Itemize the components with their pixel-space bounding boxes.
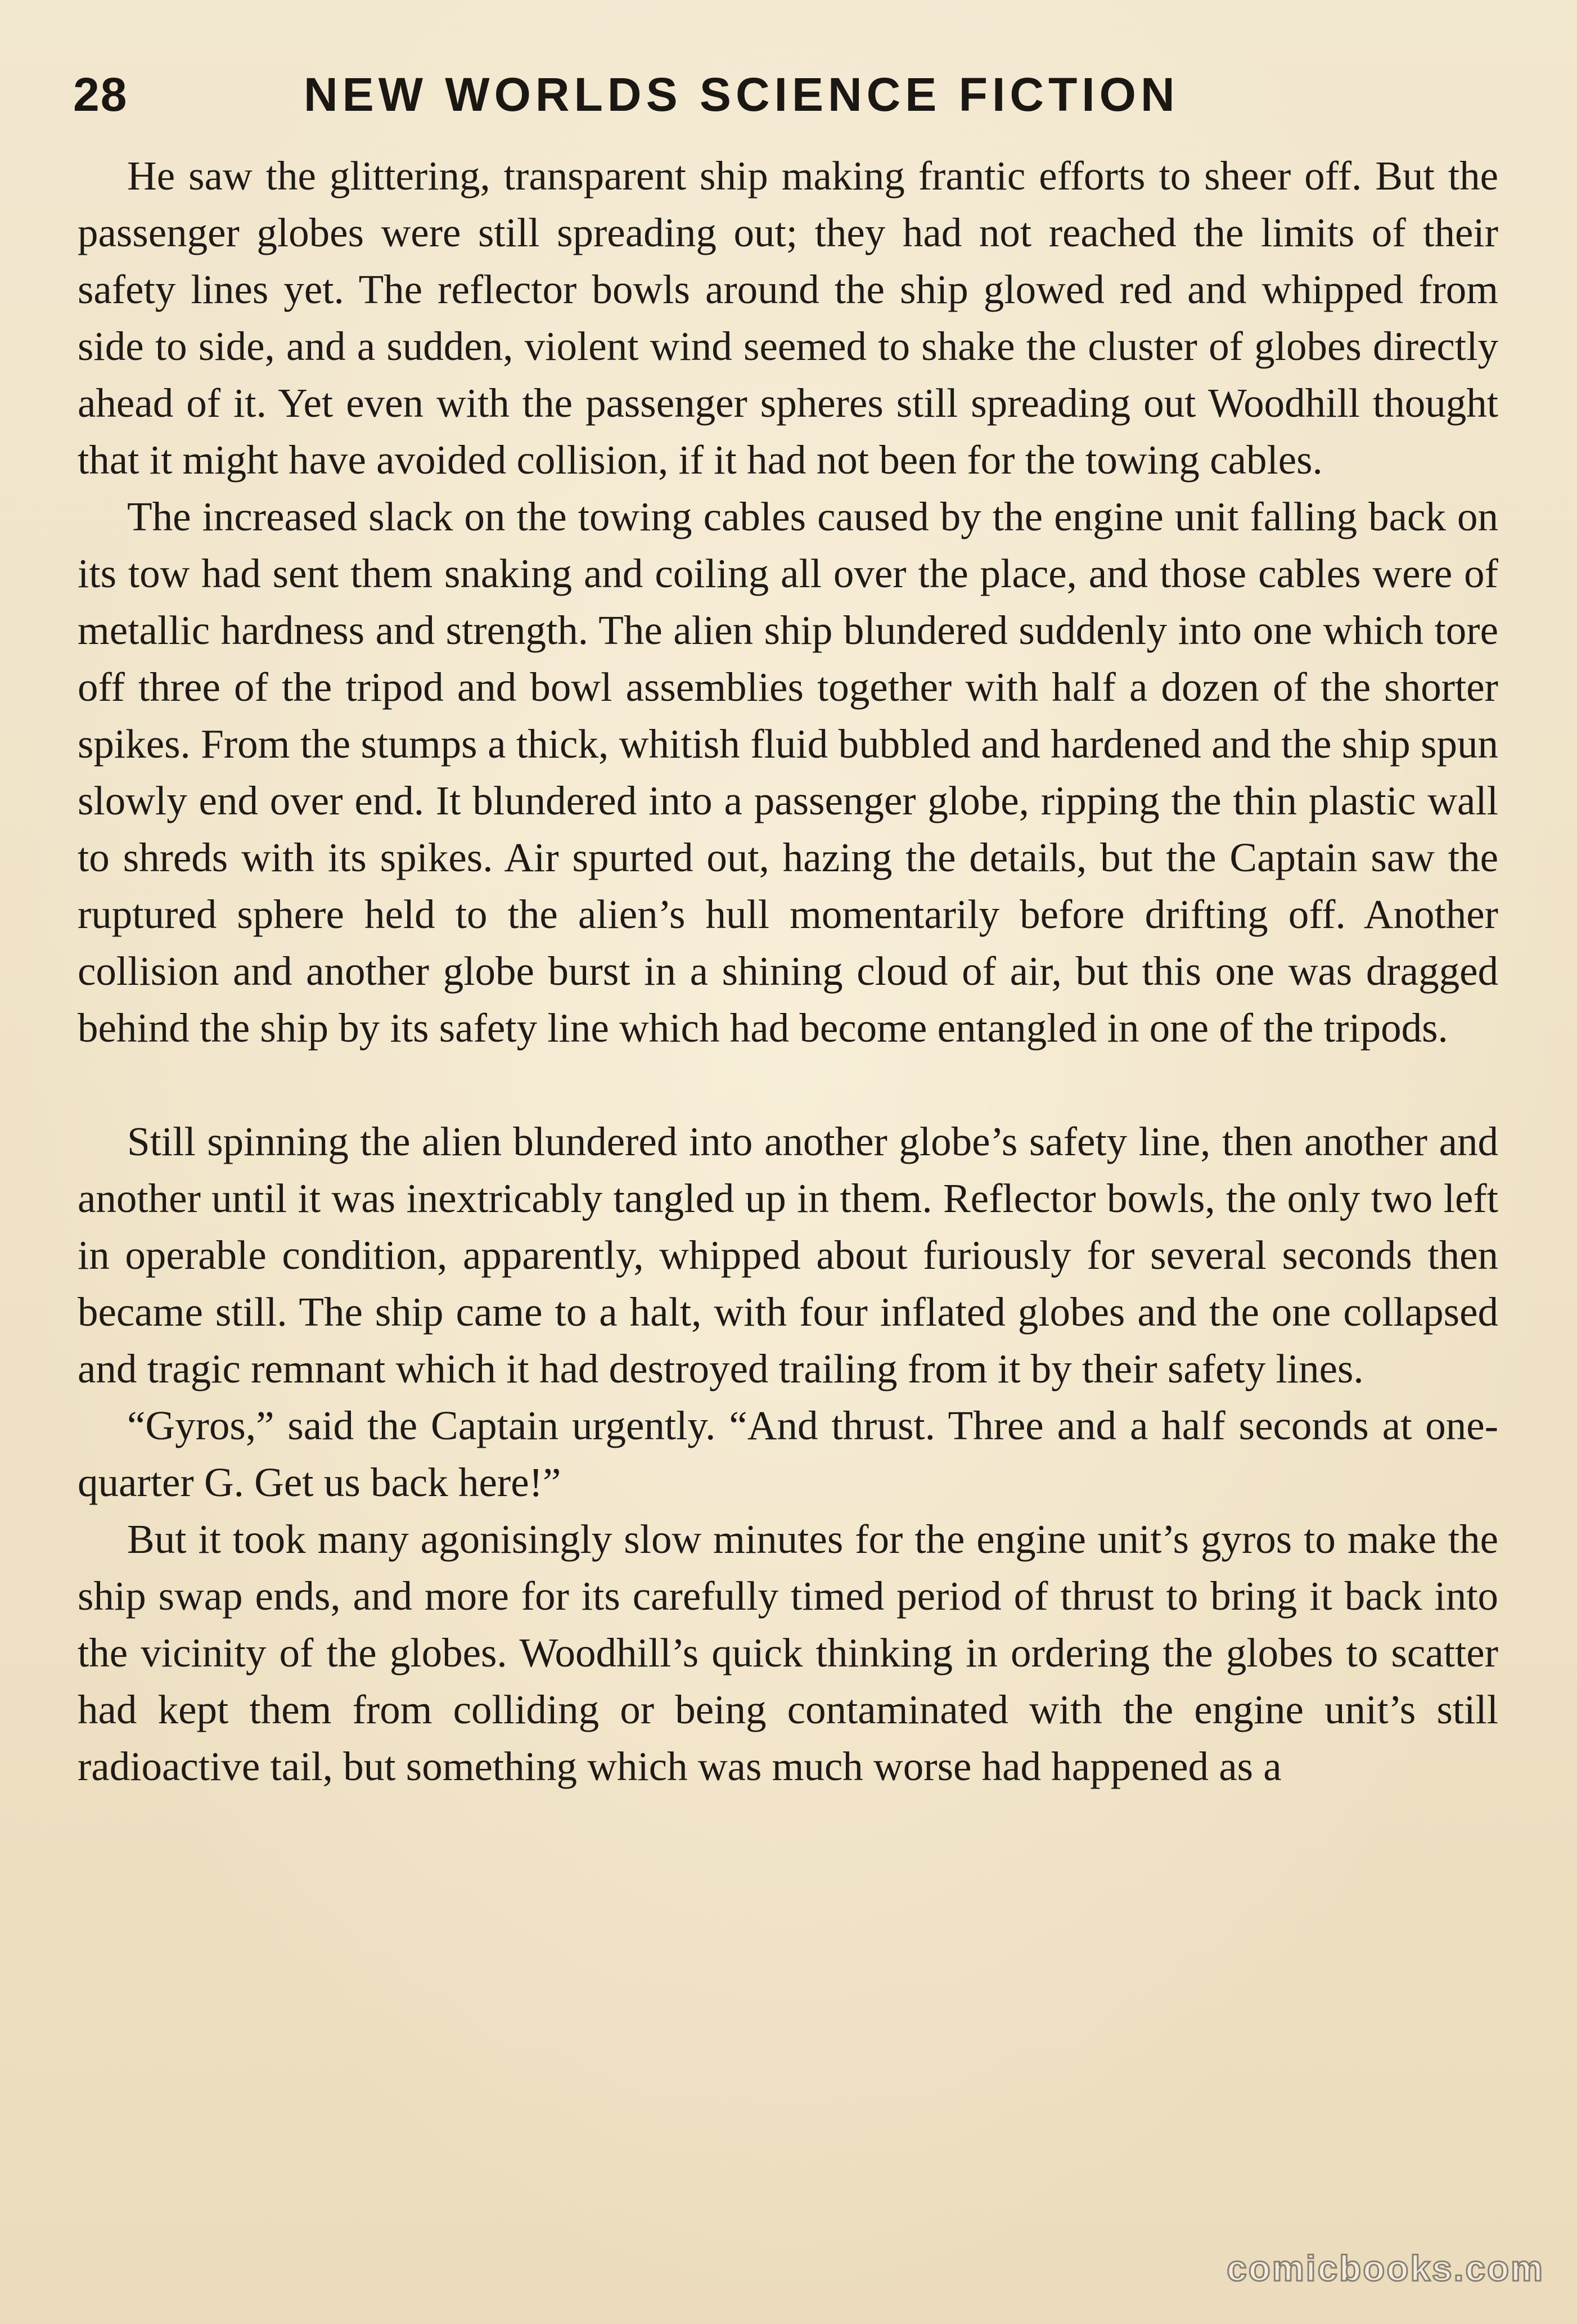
body-text (78, 147, 1498, 1795)
page-header (73, 67, 1513, 129)
running-title: NEW WORLDS SCIENCE FICTION (304, 68, 1179, 121)
paragraph: The increased slack on the towing cables caused by the engine unit falling back on its tow had sent them snaking and coiling all over the place, and those cables were of metallic hardness and strength. The alien ship blundered suddenly into one which tore off three of the tripod and bowl assemblies together with half a dozen of the shorter spikes. From the stumps a thick, whitish fluid bubbled and hardened and the ship spun slowly end over end. It blundered into a passenger globe, ripping the thin plastic wall to shreds with its spikes. Air spurted out, hazing the details, but the Captain saw the ruptured sphere held to the alien’s hull momentarily before drifting off. Another collision and another globe burst in a shining cloud of air, but this one was dragged behind the ship by its safety line which had become entangled in one of the tripods. (78, 494, 1498, 1051)
paragraph: But it took many agonisingly slow minutes for the engine unit’s gyros to make the ship swap ends, and more for its carefully timed period of thrust to bring it back into the vicinity of the globes. Woodhill’s quick thinking in ordering the globes to scatter had kept them from colliding or being contaminated with the engine unit’s still radioactive tail, but something which was much worse had happened as a (78, 1516, 1498, 1789)
paragraph: He saw the glittering, transparent ship making frantic efforts to sheer off. But the passenger globes were still spreading out; they had not reached the limits of their safety lines yet. The reflector bowls around the ship glowed red and whipped from side to side, and a sudden, violent wind seemed to shake the cluster of globes directly ahead of it. Yet even with the passenger spheres still spreading out Woodhill thought that it might have avoided collision, if it had not been for the towing cables. (78, 153, 1498, 483)
paragraph: “Gyros,” said the Captain urgently. “And thrust. Three and a half seconds at one-quarter G. Get us back here!” (78, 1403, 1498, 1505)
watermark: comicbooks.com (1227, 2248, 1544, 2289)
page-number: 28 (73, 68, 128, 121)
paragraph: Still spinning the alien blundered into another globe’s safety line, then another and another until it was inextricably tangled up in them. Reflector bowls, the only two left in operable condition, apparently, whipped about furiously for several seconds then became still. The ship came to a halt, with four inflated globes and the one collapsed and tragic remnant which it had destroyed trailing from it by their safety lines. (78, 1119, 1498, 1391)
